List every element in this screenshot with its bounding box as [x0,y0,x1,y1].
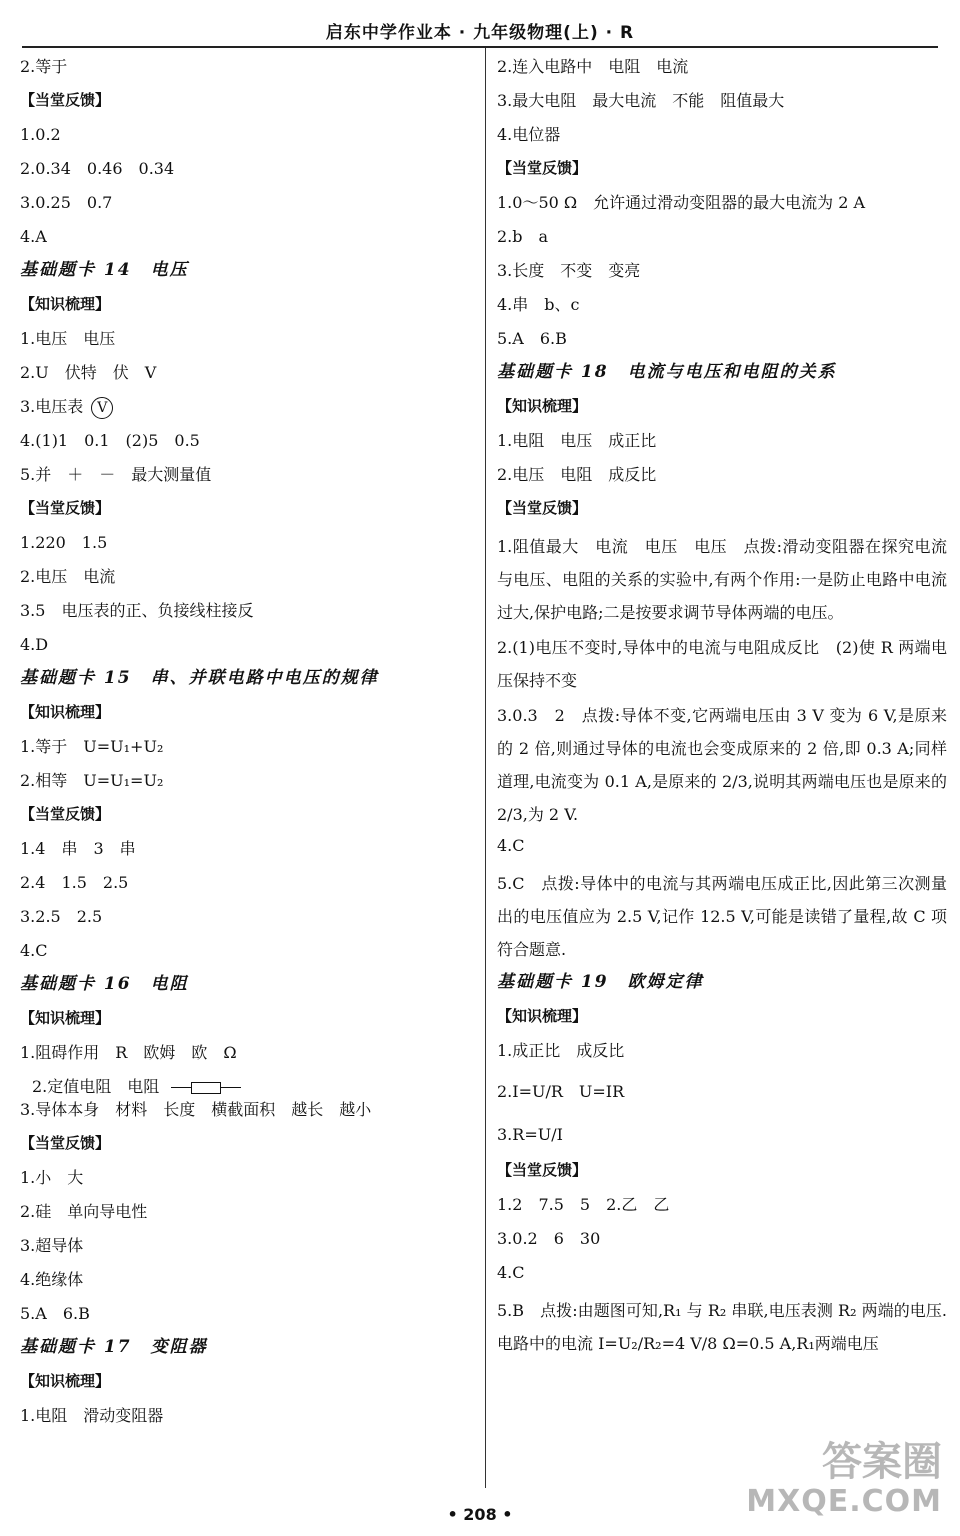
left-section-label [20,88,472,113]
left-answer-line [20,326,472,351]
line-text: 4.C [20,941,48,960]
line-text: 4.C [497,1263,525,1282]
line-text: 3.超导体 [20,1236,84,1255]
left-answer-line [20,122,472,147]
left-answer-line [20,870,472,895]
right-card-heading [497,970,947,995]
right-answer-line [497,224,947,249]
right-answer-line [497,428,947,453]
line-text: 【当堂反馈】 [20,805,111,823]
line-text: 基础题卡 16 电阻 [20,974,189,994]
right-answer-line [497,88,947,113]
line-text: 3.2.5 2.5 [20,907,103,926]
line-text: 【知识梳理】 [497,1007,588,1025]
left-answer-line [20,598,472,623]
left-answer-line [20,1199,472,1224]
column-divider [485,48,486,1488]
left-answer-line [20,1301,472,1326]
left-answer-line [20,1267,472,1292]
left-answer-line [20,428,472,453]
left-answer-line [20,1233,472,1258]
page-number: • 208 • [447,1505,513,1524]
line-text: 2.定值电阻 电阻 [32,1077,160,1096]
right-answer-line [497,190,947,215]
left-card-heading [20,1335,472,1360]
line-text: 2.0.34 0.46 0.34 [20,159,175,178]
right-answer-line [497,326,947,351]
left-answer-line [20,394,472,419]
line-text: 4.电位器 [497,125,561,144]
right-answer-line [497,258,947,283]
right-answer-line [497,530,947,629]
watermark-logo-text: 答案圈 [822,1439,942,1485]
line-text: 4.绝缘体 [20,1270,84,1289]
line-text: 【知识梳理】 [20,295,111,313]
line-text: 1.成正比 成反比 [497,1041,625,1060]
line-text: 5.B 点拨:由题图可知,R₁ 与 R₂ 串联,电压表测 R₂ 两端的电压. 电路中的电流 I=U₂/R₂=4 V/8 Ω=0.5 A,R₁两端电压 [497,1301,947,1353]
left-answer-line [20,360,472,385]
left-section-label [20,1369,472,1394]
line-text: 4.(1)1 0.1 (2)5 0.5 [20,431,200,450]
line-text: 4.C [497,836,525,855]
right-answer-line [497,1072,947,1112]
line-text: 1.电压 电压 [20,329,116,348]
line-text: 1.0.2 [20,125,61,144]
right-section-label [497,394,947,419]
line-text: 2.I=U/R U=IR [497,1082,625,1101]
right-answer-line [497,867,947,966]
line-text: 3.电压表 [20,397,84,416]
line-text: 5.A 6.B [20,1304,90,1323]
line-text: 4.A [20,227,47,246]
line-text: 2.等于 [20,57,68,76]
left-answer-line [20,564,472,589]
line-text: 1.电阻 滑动变阻器 [20,1406,164,1425]
line-text: 1.阻值最大 电流 电压 电压 点拨:滑动变阻器在探究电流与电压、电阻的关系的实验中,有两个作用:一是防止电路中电流过大,保护电路;二是按要求调节导体两端的电压。 [497,537,947,622]
right-answer-line [497,1260,947,1285]
line-text: 1.0～50 Ω 允许通过滑动变阻器的最大电流为 2 A [497,193,866,212]
right-answer-line [497,292,947,317]
line-text: 3.0.25 0.7 [20,193,113,212]
left-answer-line [20,530,472,555]
left-column [20,54,472,1437]
line-text: 1.2 7.5 5 2.乙 乙 [497,1195,670,1214]
line-text: 4.串 b、c [497,295,580,314]
right-answer-line [497,631,947,697]
left-card-heading [20,666,472,691]
line-text: 【当堂反馈】 [20,499,111,517]
watermark-url: MXQE.COM [746,1484,942,1519]
left-answer-line [20,190,472,215]
line-text: 基础题卡 15 串、并联电路中电压的规律 [20,668,379,688]
left-card-heading [20,972,472,997]
right-answer-line [497,122,947,147]
left-section-label [20,1006,472,1031]
left-answer-line [20,768,472,793]
line-text: 【知识梳理】 [20,703,111,721]
line-text: 3.0.2 6 30 [497,1229,601,1248]
line-text: 【知识梳理】 [20,1009,111,1027]
left-answer-line [20,632,472,657]
right-answer-line [497,1226,947,1251]
right-answer-line [497,54,947,79]
line-text: 1.小 大 [20,1168,84,1187]
line-text: 2.b a [497,227,549,246]
line-text: 2.相等 U=U₁=U₂ [20,771,164,790]
line-text: 1.阻碍作用 R 欧姆 欧 Ω [20,1043,237,1062]
line-text: 【当堂反馈】 [20,1134,111,1152]
line-text: 1.220 1.5 [20,533,108,552]
left-answer-line [20,938,472,963]
right-section-label [497,496,947,521]
left-answer-line [20,54,472,79]
running-header: 启东中学作业本 · 九年级物理(上) · R [325,23,635,43]
resistor-symbol-icon [171,1081,241,1095]
left-answer-line [20,156,472,181]
line-text: 基础题卡 18 电流与电压和电阻的关系 [497,362,837,382]
left-answer-line [20,1097,472,1122]
left-answer-line [20,904,472,929]
line-text: 5.C 点拨:导体中的电流与其两端电压成正比,因此第三次测量出的电压值应为 2.5 V,记作 12.5 V,可能是读错了量程,故 C 项符合题意. [497,874,947,959]
line-text: 2.4 1.5 2.5 [20,873,129,892]
left-section-label [20,1131,472,1156]
line-text: 3.长度 不变 变亮 [497,261,641,280]
line-text: 5.并 ＋ － 最大测量值 [20,465,212,484]
left-answer-line [20,1403,472,1428]
line-text: 【当堂反馈】 [497,159,588,177]
right-answer-line [497,1192,947,1217]
left-answer-line [20,836,472,861]
voltmeter-symbol-icon: V [91,397,113,419]
right-answer-line [497,1115,947,1155]
right-answer-line [497,1038,947,1063]
line-text: 3.最大电阻 最大电流 不能 阻值最大 [497,91,785,110]
right-section-label [497,1004,947,1029]
header-rule [22,46,938,48]
right-column [497,54,947,1362]
line-text: 2.电压 电阻 成反比 [497,465,657,484]
left-section-label [20,700,472,725]
left-answer-line [20,1040,472,1065]
line-text: 【当堂反馈】 [497,1161,588,1179]
left-section-label [20,496,472,521]
left-answer-line [32,1074,160,1096]
right-section-label [497,1158,947,1183]
line-text: 【当堂反馈】 [497,499,588,517]
right-answer-line [497,462,947,487]
watermark [722,1440,942,1530]
line-text: 1.4 串 3 串 [20,839,136,858]
right-answer-line [497,1294,947,1360]
left-section-label [20,292,472,317]
line-text: 2.连入电路中 电阻 电流 [497,57,689,76]
line-text: 5.A 6.B [497,329,567,348]
right-card-heading [497,360,947,385]
line-text: 2.(1)电压不变时,导体中的电流与电阻成反比 (2)使 R 两端电压保持不变 [497,638,947,690]
line-text: 3.0.3 2 点拨:导体不变,它两端电压由 3 V 变为 6 V,是原来的 2 倍,则通过导体的电流也会变成原来的 2 倍,即 0.3 A;同样道理,电流变为 0.1 A,是原来的 2/3,说明其两端电压也是原来的 2/3,为 2 V. [497,706,947,824]
line-text: 基础题卡 17 变阻器 [20,1337,208,1357]
line-text: 3.导体本身 材料 长度 横截面积 越长 越小 [20,1100,372,1119]
line-text: 3.R=U/I [497,1125,563,1144]
line-text: 4.D [20,635,49,654]
left-answer-line [20,462,472,487]
line-text: 3.5 电压表的正、负接线柱接反 [20,601,254,620]
line-text: 1.电阻 电压 成正比 [497,431,657,450]
line-text: 【当堂反馈】 [20,91,111,109]
right-answer-line [497,699,947,831]
right-answer-line [497,833,947,858]
line-text: 1.等于 U=U₁+U₂ [20,737,164,756]
right-section-label [497,156,947,181]
line-text: 基础题卡 19 欧姆定律 [497,972,704,992]
left-answer-line [20,734,472,759]
line-text: 2.硅 单向导电性 [20,1202,148,1221]
line-text: 【知识梳理】 [20,1372,111,1390]
line-text: 基础题卡 14 电压 [20,260,189,280]
left-section-label [20,802,472,827]
left-card-heading [20,258,472,283]
left-answer-line [20,1165,472,1190]
line-text: 2.U 伏特 伏 V [20,363,157,382]
line-text: 2.电压 电流 [20,567,116,586]
line-text: 【知识梳理】 [497,397,588,415]
left-answer-line [20,224,472,249]
